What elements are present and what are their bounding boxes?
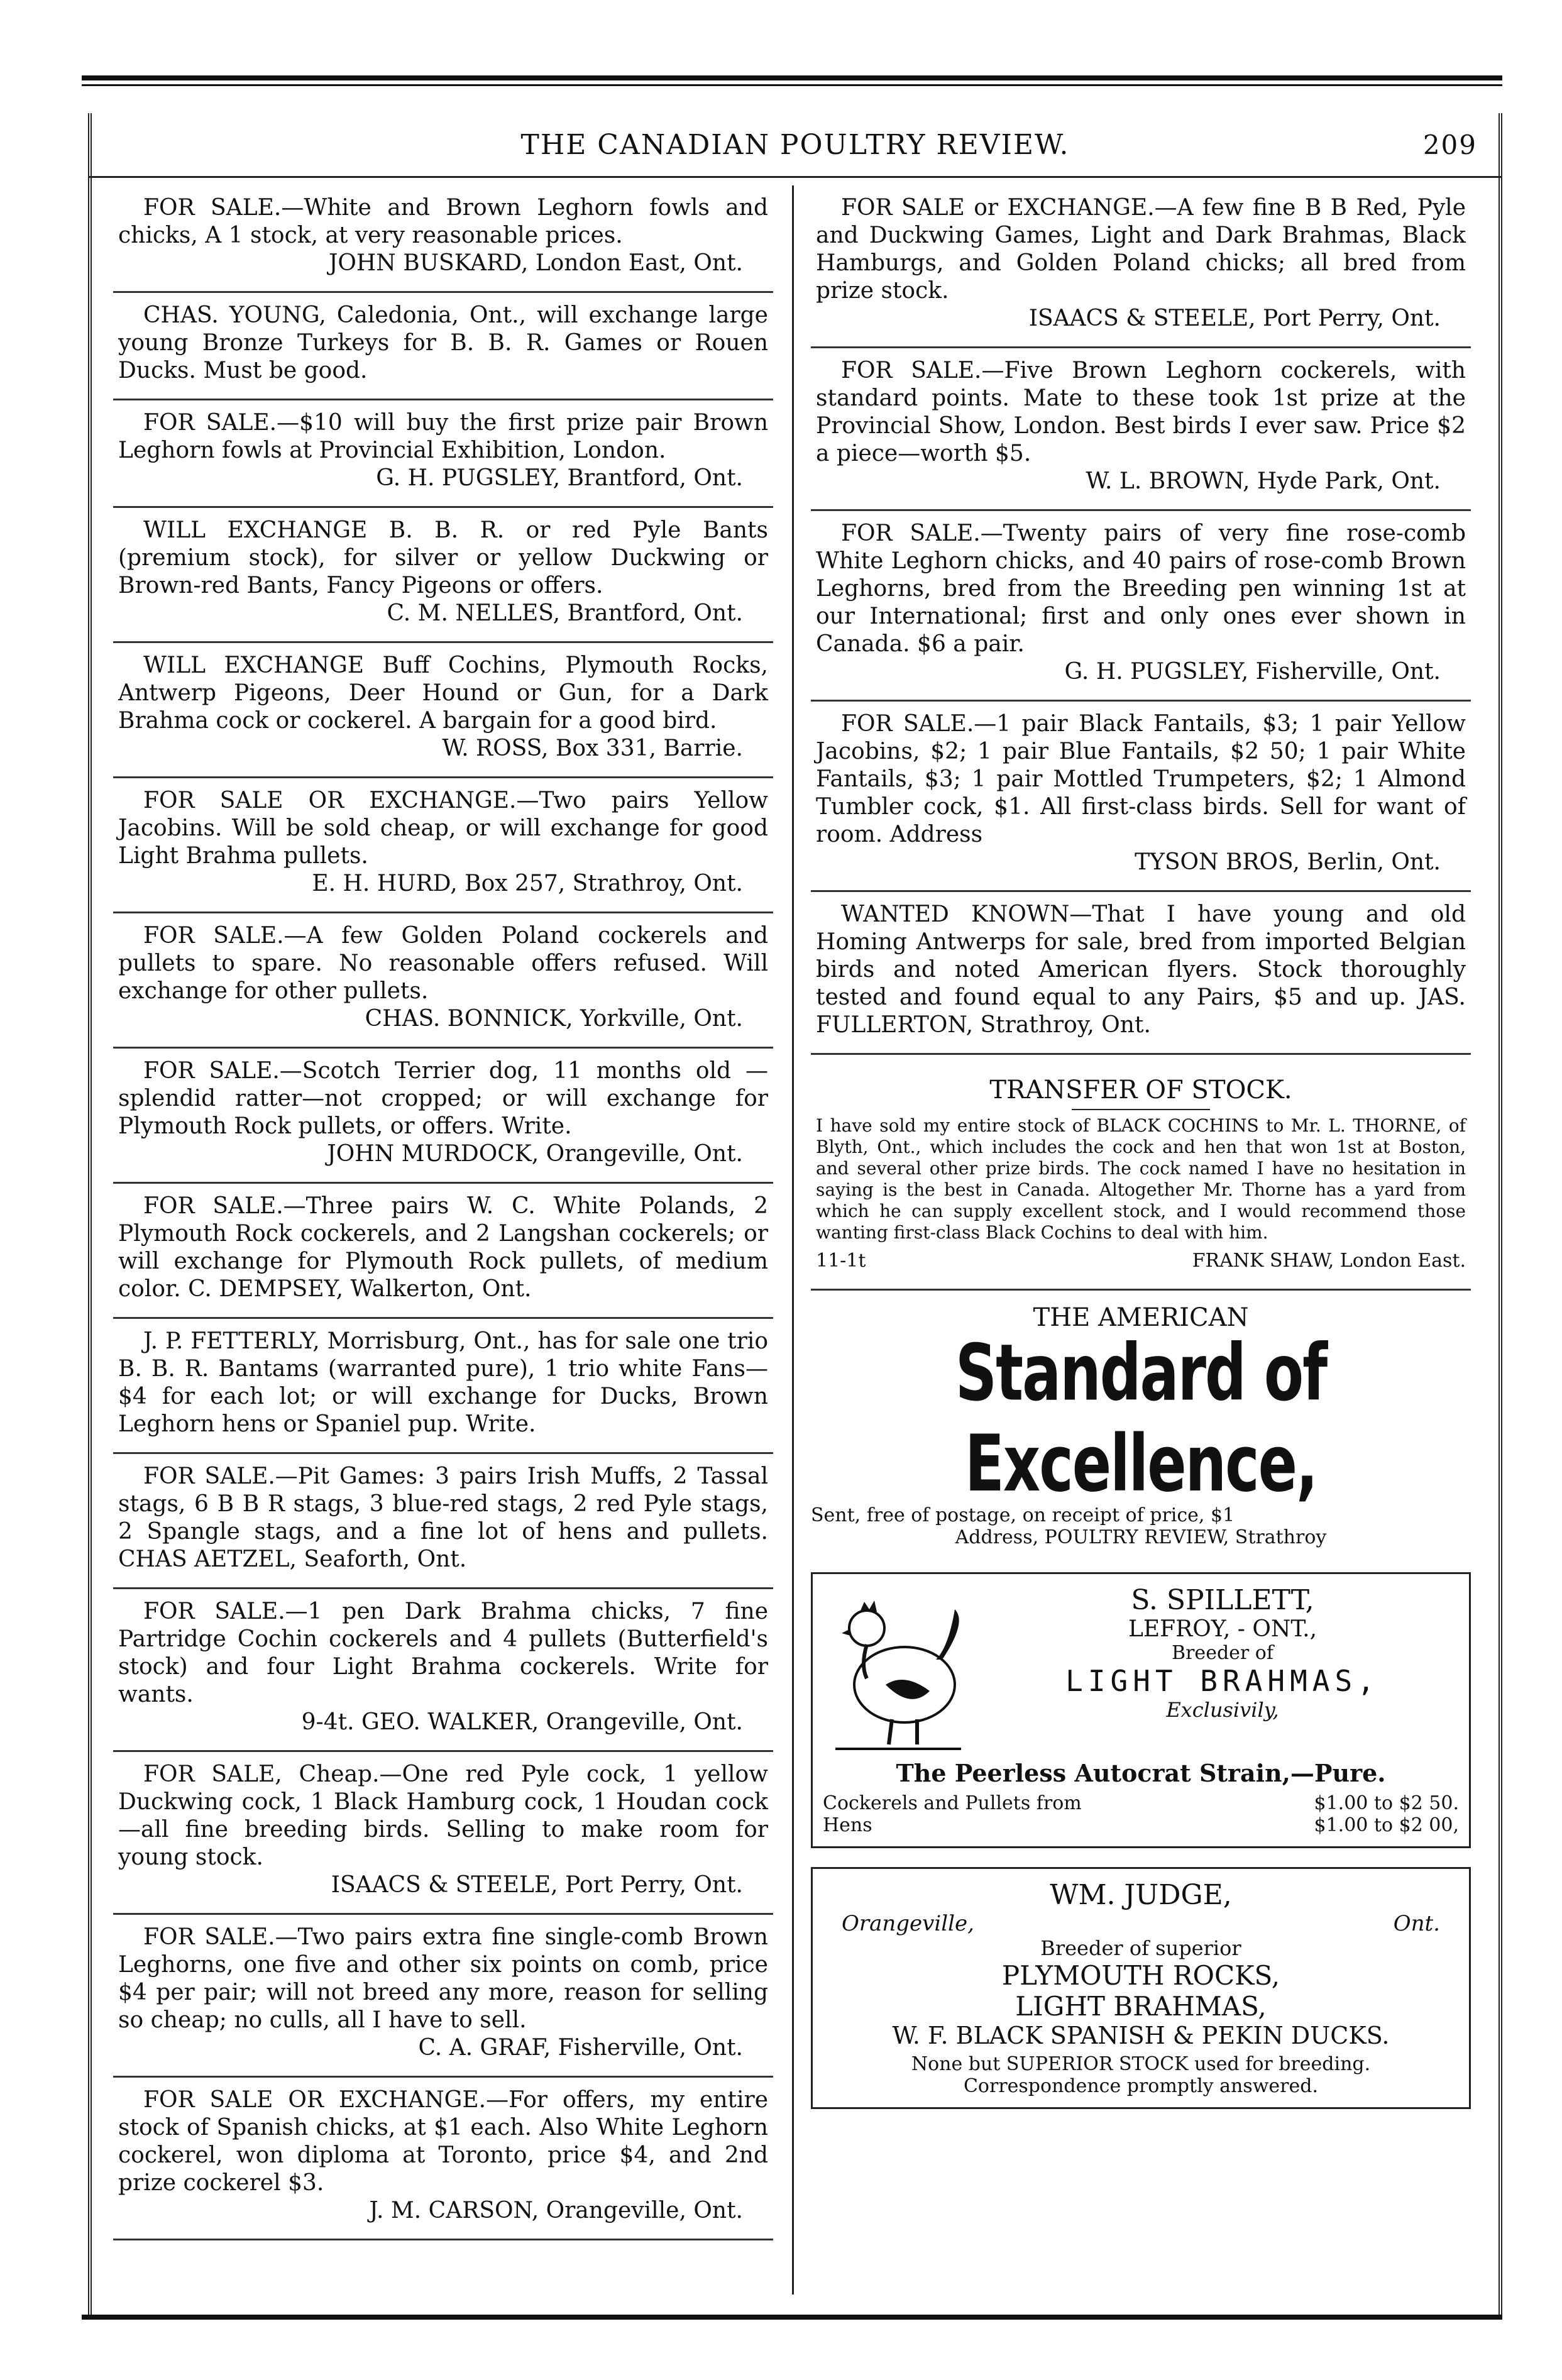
spillett-exclusive: Exclusivily, <box>1166 1698 1279 1722</box>
left-classified-ad <box>113 400 773 508</box>
ad-text: FOR SALE.—Scotch Terrier dog, 11 months old —splendid ratter—not cropped; or will exchange for Plymouth Rock pullets, or offers. Write. <box>118 1058 768 1139</box>
ad-signature: G. H. PUGSLEY, Fisherville, Ont. <box>1064 659 1441 685</box>
standard-line2: Address, POULTRY REVIEW, Strathroy <box>955 1526 1327 1548</box>
price-label: Cockerels and Pullets from <box>823 1792 1082 1814</box>
ad-signature: J. M. CARSON, Orangeville, Ont. <box>369 2198 743 2223</box>
price-list <box>823 1792 1459 1836</box>
spillett-name: S. SPILLETT, <box>1131 1584 1314 1616</box>
ad-text: WILL EXCHANGE B. B. R. or red Pyle Bants (premium stock), for silver or yellow Duckwing or Brown-red Bants, Fancy Pigeons or offers. <box>118 517 768 598</box>
spillett-place: LEFROY, - ONT., <box>1128 1616 1317 1642</box>
bottom-rule <box>82 2315 1502 2320</box>
title-rule <box>1072 1109 1210 1110</box>
left-classified-ad <box>113 293 773 400</box>
ad-signature: JOHN MURDOCK, Orangeville, Ont. <box>327 1141 743 1167</box>
left-classified-ad <box>113 185 773 293</box>
column-divider <box>792 185 794 2295</box>
left-column <box>113 185 773 2240</box>
right-classified-ad <box>811 348 1471 511</box>
ad-signature: G. H. PUGSLEY, Brantford, Ont. <box>376 465 743 491</box>
price-label: Hens <box>823 1814 872 1836</box>
left-classified-ad <box>113 508 773 643</box>
right-classified-ad <box>811 185 1471 348</box>
page-title: THE CANADIAN POULTRY REVIEW. <box>520 128 1070 161</box>
rooster-illustration <box>823 1584 974 1754</box>
ad-signature: C. A. GRAF, Fisherville, Ont. <box>418 2035 743 2061</box>
ad-signature: C. M. NELLES, Brantford, Ont. <box>387 600 743 626</box>
ad-signature: ISAACS & STEELE, Port Perry, Ont. <box>1028 306 1441 331</box>
price-row <box>823 1792 1459 1814</box>
left-classified-ad <box>113 778 773 913</box>
ad-text: WANTED KNOWN—That I have young and old Homing Antwerps for sale, bred from imported Belgian birds and noted American flyers. Stock thoroughly tested and found equal to any Pairs, $5 and up. JAS. FULLERTON, Strathroy, Ont. <box>816 901 1466 1038</box>
ad-signature: JOHN BUSKARD, London East, Ont. <box>328 250 743 276</box>
ad-signature: W. L. BROWN, Hyde Park, Ont. <box>1086 468 1441 494</box>
transfer-signature: FRANK SHAW, London East. <box>1192 1250 1466 1272</box>
ad-text: FOR SALE.—1 pen Dark Brahma chicks, 7 fine Partridge Cochin cockerels and 4 pullets (Butterfield's stock) and four Light Brahma cockerels. Write for wants. <box>118 1599 768 1707</box>
ad-text: J. P. FETTERLY, Morrisburg, Ont., has for sale one trio B. B. R. Bantams (warranted pure), 1 trio white Fans—$4 for each lot; or will exchange for Ducks, Brown Leghorn hens or Spaniel pup. Write. <box>118 1328 768 1437</box>
spillett-breeder: Breeder of <box>1172 1642 1273 1664</box>
left-classified-ad <box>113 1454 773 1589</box>
ad-signature: TYSON BROS, Berlin, Ont. <box>1135 849 1441 875</box>
ad-text: FOR SALE.—Twenty pairs of very fine rose-comb White Leghorn chicks, and 40 pairs of rose-comb Brown Leghorns, bred from the Breeding pen winning 1st at our International; first and only ones ever shown in Canada. $6 a pair. <box>816 521 1466 657</box>
judge-note-1: None but SUPERIOR STOCK used for breeding. <box>911 2053 1371 2075</box>
judge-town: Orangeville, <box>842 1911 974 1936</box>
transfer-body: I have sold my entire stock of BLACK COCHINS to Mr. L. THORNE, of Blyth, Ont., which includes the cock and hen that won 1st at Boston, and several other prize birds. The cock named I have no hesitation in saying is the best in Canada. Altogether Mr. Thorne has a yard from which he can supply excellent stock, and I would recommend those wanting first-class Black Cochins to deal with him. <box>816 1115 1466 1243</box>
price-value: $1.00 to $2 50. <box>1314 1792 1459 1814</box>
right-classified-ad <box>811 702 1471 892</box>
top-rule <box>82 75 1502 80</box>
left-classified-ad <box>113 2078 773 2240</box>
ad-text: FOR SALE, Cheap.—One red Pyle cock, 1 yellow Duckwing cock, 1 Black Hamburg cock, 1 Houdan cock—all fine breeding birds. Selling to make room for young stock. <box>118 1761 768 1870</box>
left-classified-ad <box>113 1752 773 1915</box>
judge-province: Ont. <box>1393 1911 1440 1936</box>
right-ads <box>811 185 1471 1055</box>
judge-breed-3: W. F. BLACK SPANISH & PEKIN DUCKS. <box>892 2022 1390 2049</box>
transfer-notice <box>811 1055 1471 1291</box>
top-rule-thin <box>82 84 1502 86</box>
page-number: 209 <box>1422 129 1477 160</box>
transfer-ref: 11-1t <box>816 1250 866 1272</box>
ad-text: FOR SALE.—1 pair Black Fantails, $3; 1 pair Yellow Jacobins, $2; 1 pair Blue Fantails, $2 50; 1 pair White Fantails, $3; 1 pair Mottled Trumpeters, $2; 1 Almond Tumbler cock, $1. All first-class birds. Sell for want of room. Address <box>816 711 1466 847</box>
judge-breed-1: PLYMOUTH ROCKS, <box>1001 1960 1280 1991</box>
left-classified-ad <box>113 913 773 1049</box>
ad-text: FOR SALE.—White and Brown Leghorn fowls and chicks, A 1 stock, at very reasonable prices. <box>118 195 768 248</box>
left-classified-ad <box>113 643 773 778</box>
judge-breeder: Breeder of superior <box>1040 1936 1241 1960</box>
left-classified-ad <box>113 1589 773 1752</box>
ad-text: FOR SALE or EXCHANGE.—A few fine B B Red, Pyle and Duckwing Games, Light and Dark Brahmas, Black Hamburgs, and Golden Poland chicks; all bred from prize stock. <box>816 195 1466 304</box>
price-value: $1.00 to $2 00, <box>1314 1814 1459 1836</box>
judge-breed-2: LIGHT BRAHMAS, <box>1015 1991 1267 2022</box>
left-classified-ad <box>113 1319 773 1454</box>
ad-text: CHAS. YOUNG, Caledonia, Ont., will exchange large young Bronze Turkeys for B. B. R. Games or Rouen Ducks. Must be good. <box>118 302 768 383</box>
spillett-ad <box>811 1572 1471 1848</box>
standard-title: Standard of Excellence, <box>955 1327 1327 1509</box>
ad-text: FOR SALE.—Five Brown Leghorn cockerels, with standard points. Mate to these took 1st prize at the Provincial Show, London. Best birds I ever saw. Price $2 a piece—worth $5. <box>816 358 1466 466</box>
ad-text: FOR SALE.—Pit Games: 3 pairs Irish Muffs, 2 Tassal stags, 6 B B R stags, 3 blue-red stags, 2 red Pyle stags, 2 Spangle stags, and a fine lot of hens and pullets. CHAS AETZEL, Seaforth, Ont. <box>118 1463 768 1572</box>
right-classified-ad <box>811 892 1471 1055</box>
left-classified-ad <box>113 1915 773 2078</box>
standard-line1: Sent, free of postage, on receipt of price, $1 <box>811 1504 1235 1526</box>
ad-text: FOR SALE.—A few Golden Poland cockerels and pullets to spare. No reasonable offers refused. Will exchange for other pullets. <box>118 923 768 1004</box>
right-column <box>811 185 1471 2120</box>
ad-signature: CHAS. BONNICK, Yorkville, Ont. <box>365 1006 743 1032</box>
page-header <box>88 113 1502 178</box>
spillett-breed: LIGHT BRAHMAS, <box>1065 1664 1380 1698</box>
judge-ad <box>811 1867 1471 2109</box>
judge-name: WM. JUDGE, <box>1050 1879 1232 1911</box>
ad-text: FOR SALE OR EXCHANGE.—Two pairs Yellow Jacobins. Will be sold cheap, or will exchange for good Light Brahma pullets. <box>118 788 768 869</box>
right-classified-ad <box>811 511 1471 702</box>
ad-signature: 9-4t. GEO. WALKER, Orangeville, Ont. <box>301 1709 743 1735</box>
ad-text: WILL EXCHANGE Buff Cochins, Plymouth Rocks, Antwerp Pigeons, Deer Hound or Gun, for a Dark Brahma cock or cockerel. A bargain for a good bird. <box>118 653 768 734</box>
ad-signature: W. ROSS, Box 331, Barrie. <box>442 735 743 761</box>
standard-pretitle: THE AMERICAN <box>1033 1303 1249 1332</box>
ad-text: FOR SALE OR EXCHANGE.—For offers, my entire stock of Spanish chicks, at $1 each. Also White Leghorn cockerel, won diploma at Toronto, price $4, and 2nd prize cockerel $3. <box>118 2087 768 2196</box>
ad-text: FOR SALE.—$10 will buy the first prize pair Brown Leghorn fowls at Provincial Exhibition, London. <box>118 410 768 463</box>
transfer-footer <box>816 1247 1466 1275</box>
standard-ad <box>811 1291 1471 1561</box>
judge-note-2: Correspondence promptly answered. <box>963 2075 1319 2097</box>
price-row <box>823 1814 1459 1836</box>
left-classified-ad <box>113 1184 773 1319</box>
transfer-title: TRANSFER OF STOCK. <box>989 1076 1292 1105</box>
ad-signature: E. H. HURD, Box 257, Strathroy, Ont. <box>312 871 743 896</box>
newspaper-page <box>63 75 1502 2320</box>
ad-signature: ISAACS & STEELE, Port Perry, Ont. <box>331 1872 743 1898</box>
spillett-strain: The Peerless Autocrat Strain,—Pure. <box>896 1759 1386 1787</box>
left-classified-ad <box>113 1049 773 1184</box>
judge-location <box>823 1911 1459 1936</box>
ad-text: FOR SALE.—Three pairs W. C. White Polands, 2 Plymouth Rock cockerels, and 2 Langshan cockerels; or will exchange for Plymouth Rock pullets, of medium color. C. DEMPSEY, Walkerton, Ont. <box>118 1193 768 1302</box>
ad-text: FOR SALE.—Two pairs extra fine single-comb Brown Leghorns, one five and other six points on comb, price $4 per pair; will not breed any more, reason for selling so cheap; no culls, all I have to sell. <box>118 1924 768 2033</box>
